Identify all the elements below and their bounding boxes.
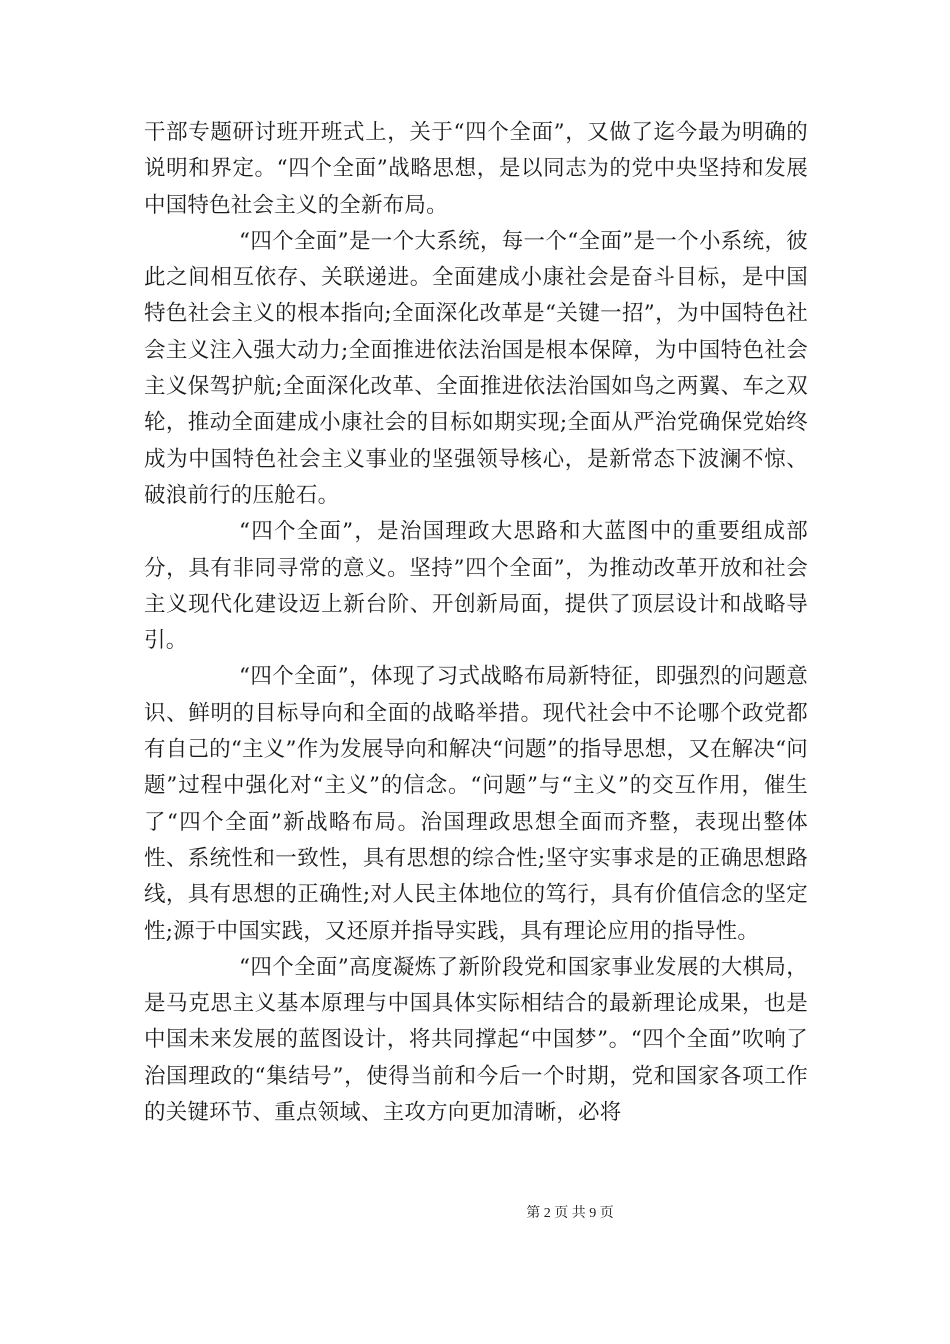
page-footer [0,1204,950,1223]
paragraph-1: 干部专题研讨班开班式上，关于“四个全面”，又做了迄今最为明确的说明和界定。“四个全面”战略思想，是以同志为的党中央坚持和发展中国特色社会主义的全新布局。 [144,120,808,218]
paragraph-2: “四个全面”是一个大系统，每一个“全面”是一个小系统，彼此之间相互依存、关联递进。全面建成小康社会是奋斗目标，是中国特色社会主义的根本指向;全面深化改革是“关键一招”，为中国特色社会主义注入强大动力;全面推进依法治国是根本保障，为中国特色社会主义保驾护航;全面深化改革、全面推进依法治国如鸟之两翼、车之双轮，推动全面建成小康社会的目标如期实现;全面从严治党确保党始终成为中国特色社会主义事业的坚强领导核心，是新常态下波澜不惊、破浪前行的压舱石。 [144,228,808,508]
footer-middle: 页 共 [550,1206,590,1221]
document-body [144,115,808,1131]
footer-total-pages: 9 [589,1206,597,1221]
footer-suffix: 页 [596,1206,614,1221]
paragraph-5: “四个全面”高度凝炼了新阶段党和国家事业发展的大棋局，是马克思主义基本原理与中国具体实际相结合的最新理论成果，也是中国未来发展的蓝图设计，将共同撑起“中国梦”。“四个全面”吹响了治国理政的“集结号”，使得当前和今后一个时期，党和国家各项工作的关键环节、重点领域、主攻方向更加清晰，必将 [144,954,808,1126]
footer-prefix: 第 [526,1206,544,1221]
footer-current-page: 2 [543,1206,551,1221]
paragraph-4: “四个全面”，体现了习式战略布局新特征，即强烈的问题意识、鲜明的目标导向和全面的战略举措。现代社会中不论哪个政党都有自己的“主义”作为发展导向和解决“问题”的指导思想，又在解决“问题”过程中强化对“主义”的信念。“问题”与“主义”的交互作用，催生了“四个全面”新战略布局。治国理政思想全面而齐整，表现出整体性、系统性和一致性，具有思想的综合性;坚守实事求是的正确思想路线，具有思想的正确性;对人民主体地位的笃行，具有价值信念的坚定性;源于中国实践，又还原并指导实践，具有理论应用的指导性。 [144,664,808,944]
paragraph-3: “四个全面”，是治国理政大思路和大蓝图中的重要组成部分，具有非同寻常的意义。坚持”四个全面”，为推动改革开放和社会主义现代化建设迈上新台阶、开创新局面，提供了顶层设计和战略导引。 [144,519,808,654]
